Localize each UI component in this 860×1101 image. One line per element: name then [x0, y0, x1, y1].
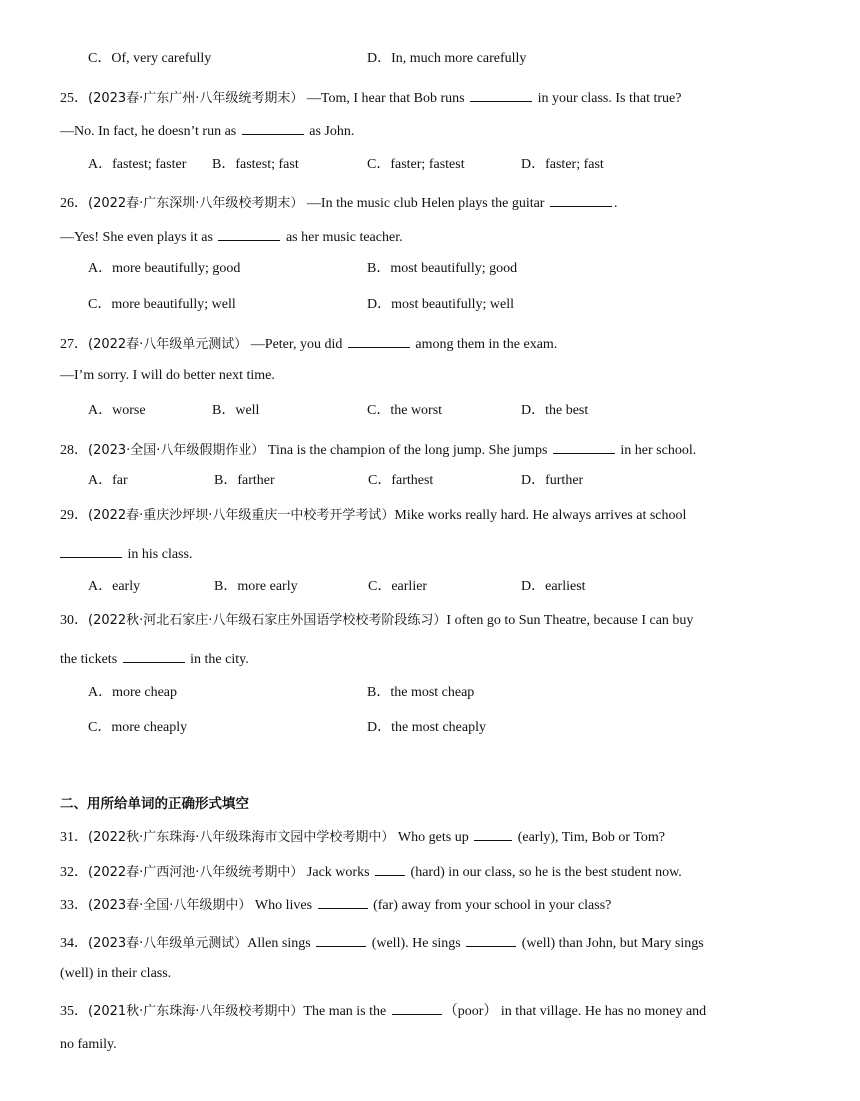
q26-source: (2022春·广东深圳·八年级校考期末）: [88, 196, 304, 211]
q28-option-b: B．farther: [214, 473, 275, 488]
q28-option-d: D．further: [521, 473, 584, 488]
q31-line: [60, 826, 665, 847]
q27-option-b: B．well: [212, 403, 260, 418]
q31-text-a: Who gets up: [397, 830, 469, 845]
q26-line1: [60, 192, 617, 213]
q31-source: (2022秋·广东珠海·八年级珠海市文园中学校考期中）: [88, 830, 395, 845]
q30-source: (2022秋·河北石家庄·八年级石家庄外国语学校校考阶段练习）: [88, 613, 447, 628]
q33-source: (2023春·全国·八年级期中）: [88, 898, 252, 913]
q27-blank: [348, 333, 410, 348]
q27-option-a: A．worse: [88, 403, 146, 418]
q26-text-c: —Yes! She even plays it as: [60, 230, 213, 245]
q26-line2: [60, 226, 403, 247]
q30-line2: [60, 648, 249, 669]
q30-blank: [123, 648, 185, 663]
q26-option-a: A．more beautifully; good: [88, 261, 241, 276]
q31-blank: [474, 826, 512, 841]
q25-source: (2023春·广东广州·八年级统考期末）: [88, 91, 304, 106]
q30-line1: [60, 612, 693, 630]
q28-option-c: C．farthest: [368, 473, 434, 488]
q27-option-d: D．the best: [521, 403, 589, 418]
q29-line1: [60, 507, 686, 525]
q35-line2: no family.: [60, 1037, 117, 1052]
q29-number: 29．: [60, 508, 88, 523]
q25-line1: [60, 87, 681, 108]
q28-source: (2023·全国·八年级假期作业）: [88, 443, 265, 458]
q30-text-c: in the city.: [190, 652, 249, 667]
q27-number: 27．: [60, 337, 88, 352]
q32-number: 32．: [60, 865, 88, 880]
q29-text-a: Mike works really hard. He always arrives at school: [394, 508, 687, 523]
q35-text-a: The man is the: [303, 1004, 387, 1019]
q27-source: (2022春·八年级单元测试）: [88, 337, 248, 352]
q30-option-b: B．the most cheap: [367, 685, 475, 700]
q26-text-a: —In the music club Helen plays the guitar: [306, 196, 545, 211]
q32-source: (2022春·广西河池·八年级统考期中）: [88, 865, 304, 880]
q35-blank: [392, 1000, 442, 1015]
q30-option-c: C．more cheaply: [88, 720, 188, 735]
q29-option-b: B．more early: [214, 579, 298, 594]
q34-source: (2023春·八年级单元测试）: [88, 936, 248, 951]
q34-text-b: (well). He sings: [371, 936, 461, 951]
q28-blank: [553, 439, 615, 454]
q34-blank-2: [466, 932, 516, 947]
q25-blank-2: [242, 120, 304, 135]
q25-number: 25．: [60, 91, 88, 106]
q29-line2: [60, 543, 192, 564]
q33-text-b: (far) away from your school in your class?: [373, 898, 612, 913]
q31-number: 31．: [60, 830, 88, 845]
q34-text-c: (well) than John, but Mary sings: [521, 936, 704, 951]
q35-number: 35．: [60, 1004, 88, 1019]
q27-text-b: among them in the exam.: [415, 337, 558, 352]
q32-line: [60, 861, 682, 882]
q28-text-a: Tina is the champion of the long jump. She jumps: [267, 443, 548, 458]
q30-option-a: A．more cheap: [88, 685, 178, 700]
q34-line2: (well) in their class.: [60, 966, 172, 981]
q34-number: 34．: [60, 936, 88, 951]
q33-line: [60, 894, 611, 915]
q25-text-b: in your class. Is that true?: [537, 91, 682, 106]
q25-option-b: B．fastest; fast: [212, 157, 299, 172]
q33-text-a: Who lives: [254, 898, 313, 913]
q28-line1: [60, 439, 696, 460]
q34-blank-1: [316, 932, 366, 947]
q30-text-b: the tickets: [60, 652, 118, 667]
q35-source: (2021秋·广东珠海·八年级校考期中）: [88, 1004, 304, 1019]
q26-number: 26．: [60, 196, 88, 211]
q29-option-d: D．earliest: [521, 579, 586, 594]
q30-option-d: D．the most cheaply: [367, 720, 486, 735]
q31-text-b: (early), Tim, Bob or Tom?: [517, 830, 666, 845]
q33-blank: [318, 894, 368, 909]
q26-blank: [550, 192, 612, 207]
q26-option-d: D．most beautifully; well: [367, 297, 514, 312]
section-heading: 二、用所给单词的正确形式填空: [60, 796, 249, 812]
q26-text-b: .: [613, 196, 618, 211]
q32-text-a: Jack works: [306, 865, 370, 880]
q28-option-a: A．far: [88, 473, 128, 488]
q29-option-a: A．early: [88, 579, 141, 594]
q35-line1: [60, 1000, 706, 1021]
q25-option-c: C．faster; fastest: [367, 157, 465, 172]
q35-text-b: （poor） in that village. He has no money and: [443, 1004, 707, 1019]
q26-option-b: B．most beautifully; good: [367, 261, 518, 276]
q32-text-b: (hard) in our class, so he is the best student now.: [410, 865, 682, 880]
q33-number: 33．: [60, 898, 88, 913]
q25-line2: [60, 120, 354, 141]
q29-text-b: in his class.: [127, 547, 193, 562]
q29-blank: [60, 543, 122, 558]
q27-line1: [60, 333, 557, 354]
q25-option-a: A．fastest; faster: [88, 157, 187, 172]
q26-text-d: as her music teacher.: [285, 230, 403, 245]
q30-text-a: I often go to Sun Theatre, because I can buy: [446, 613, 694, 628]
q27-option-c: C．the worst: [367, 403, 443, 418]
q24-option-c: C．Of, very carefully: [88, 51, 212, 66]
q25-text-d: as John.: [309, 124, 355, 139]
q27-line2: —I’m sorry. I will do better next time.: [60, 368, 275, 383]
q24-option-d: D．In, much more carefully: [367, 51, 527, 66]
q34-line1: [60, 932, 704, 953]
q26-blank-2: [218, 226, 280, 241]
q28-text-b: in her school.: [620, 443, 697, 458]
q29-source: (2022春·重庆沙坪坝·八年级重庆一中校考开学考试）: [88, 508, 395, 523]
q25-text-a: —Tom, I hear that Bob runs: [306, 91, 465, 106]
q25-text-c: —No. In fact, he doesn’t run as: [60, 124, 237, 139]
q27-text-a: —Peter, you did: [250, 337, 343, 352]
q26-option-c: C．more beautifully; well: [88, 297, 236, 312]
q32-blank: [375, 861, 405, 876]
q25-blank: [470, 87, 532, 102]
q30-number: 30．: [60, 613, 88, 628]
q28-number: 28．: [60, 443, 88, 458]
q29-option-c: C．earlier: [368, 579, 428, 594]
q34-text-a: Allen sings: [247, 936, 311, 951]
q25-option-d: D．faster; fast: [521, 157, 604, 172]
